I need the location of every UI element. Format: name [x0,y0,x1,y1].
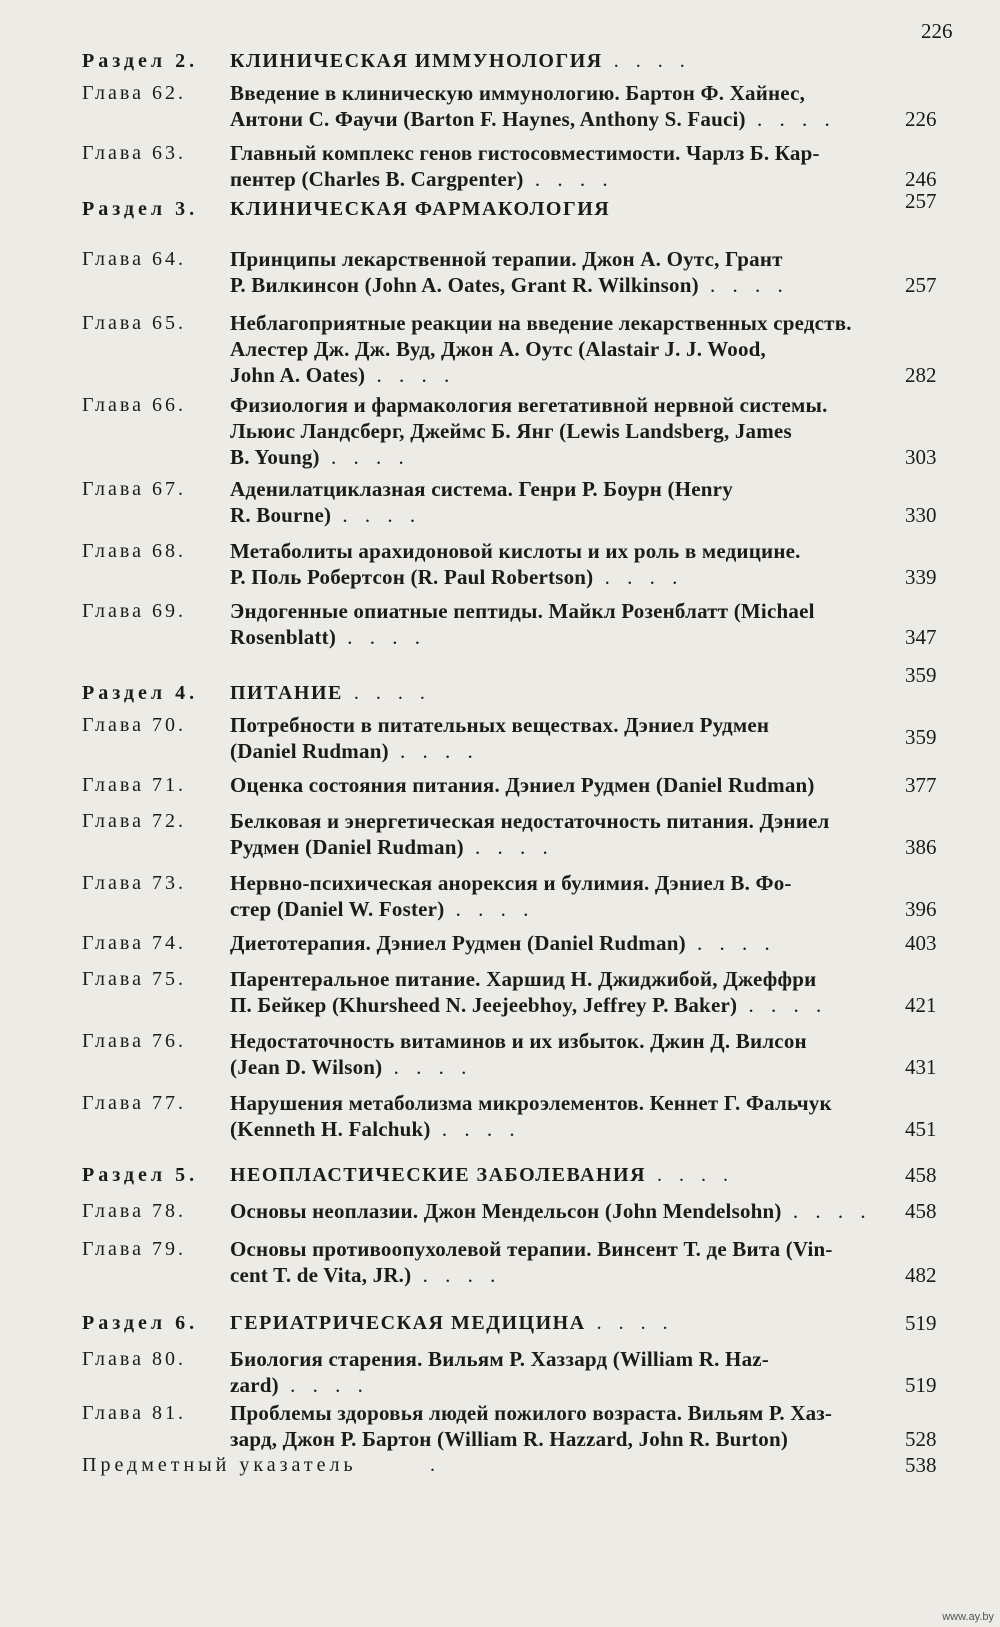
entry-label: Глава 77. [82,1092,186,1114]
leader-dots: . . . . [737,993,828,1017]
entry-label: Глава 63. [82,142,186,164]
entry-title-line: Эндогенные опиатные пептиды. Майкл Розенблатт (Michael [230,599,815,623]
leader-dots: . . . . [342,682,431,704]
page-number: 431 [905,1055,937,1079]
entry-title-line: John A. Oates) . . . . [230,363,456,387]
page-number: 386 [905,835,937,859]
entry-title-line: zard) . . . . [230,1373,369,1397]
leader-dots: . . . . [411,1263,502,1287]
entry-title-line: ПИТАНИЕ . . . . [230,682,431,704]
entry-label: Раздел 2. [82,50,199,72]
leader-dots: . . . . [444,897,535,921]
page-number: 396 [905,897,937,921]
entry-title [230,140,886,192]
entry-title-line: КЛИНИЧЕСКАЯ ИММУНОЛОГИЯ . . . . [230,50,691,72]
entry-title [230,712,886,764]
leader-dots: . . . . [585,1312,674,1334]
top-page-number: 226 [921,19,953,43]
entry-title [230,930,886,956]
entry-title [230,1346,886,1398]
leader-dots: . . . . [685,931,776,955]
entry-title [230,808,886,860]
entry-title-line: Р. Вилкинсон (John A. Oates, Grant R. Wilkinson) . . . . [230,273,789,297]
entry-title [230,538,886,590]
entry-title-line: Неблагоприятные реакции на введение лекарственных средств. [230,311,852,335]
page-number: 282 [905,363,937,387]
page-number: 421 [905,993,937,1017]
entry-label: Глава 75. [82,968,186,990]
entry-title-line: Антони С. Фаучи (Barton F. Haynes, Anthony S. Fauci) . . . . [230,107,836,131]
entry-label: Глава 79. [82,1238,186,1260]
watermark: www.ay.by [942,1611,994,1623]
entry-label: Раздел 3. [82,198,199,220]
entry-title-line: Аденилатциклазная система. Генри Р. Боурн (Henry [230,477,733,501]
entry-title [230,476,886,528]
entry-title [230,680,886,706]
entry-title-line: B. Young) . . . . [230,445,410,469]
page-number: 359 [905,663,937,687]
entry-label: Глава 66. [82,394,186,416]
page-number: 257 [905,189,937,213]
entry-title-line: Главный комплекс генов гистосовместимости. Чарлз Б. Кар- [230,141,820,165]
entry-title-line: R. Bourne) . . . . [230,503,422,527]
entry-title-line: Биология старения. Вильям Р. Хаззард (William R. Haz- [230,1347,769,1371]
page-number: 330 [905,503,937,527]
leader-dots: . [430,1454,441,1476]
entry-title [230,80,886,132]
entry-title [230,1028,886,1080]
entry-title-line: (Kenneth H. Falchuk) . . . . [230,1117,521,1141]
page-number: 257 [905,273,937,297]
entry-title [230,598,886,650]
leader-dots: . . . . [365,363,456,387]
page-number: 458 [905,1199,937,1223]
entry-title [230,1310,886,1336]
leader-dots: . . . . [593,565,684,589]
leader-dots: . . . . [331,503,422,527]
leader-dots: . . . . [781,1199,872,1223]
entry-title-line: Рудмен (Daniel Rudman) . . . . [230,835,554,859]
entry-label: Глава 68. [82,540,186,562]
entry-title [230,772,886,798]
entry-title-line: Диетотерапия. Дэниел Рудмен (Daniel Rudman) . . . . [230,931,776,955]
page-number: 226 [905,107,937,131]
entry-label: Глава 65. [82,312,186,334]
entry-title-line: Метаболиты арахидоновой кислоты и их роль в медицине. [230,539,801,563]
entry-title-line: Rosenblatt) . . . . [230,625,427,649]
entry-title [230,1400,886,1452]
entry-title-line: Основы неоплазии. Джон Мендельсон (John Mendelsohn) . . . . [230,1199,872,1223]
entry-label: Глава 62. [82,82,186,104]
leader-dots: . . . . [745,107,836,131]
entry-title-line: Р. Поль Робертсон (R. Paul Robertson) . . . . [230,565,684,589]
entry-title-line: Физиология и фармакология вегетативной нервной системы. [230,393,828,417]
entry-label: Глава 64. [82,248,186,270]
leader-dots: . . . . [523,167,614,191]
entry-label: Глава 74. [82,932,186,954]
entry-title [230,1198,886,1224]
entry-label: Предметный указатель [82,1454,357,1476]
leader-dots: . . . . [430,1117,521,1141]
entry-title [230,48,886,74]
page-number: 538 [905,1453,937,1477]
leader-dots: . . . . [278,1373,369,1397]
entry-title-line: Основы противоопухолевой терапии. Винсент Т. де Вита (Vin- [230,1237,833,1261]
leader-dots: . . . . [336,625,427,649]
leader-dots: . . . . [382,1055,473,1079]
entry-label: Глава 78. [82,1200,186,1222]
entry-title [230,1236,886,1288]
entry-title [230,196,886,222]
entry-label: Глава 70. [82,714,186,736]
entry-title-line: Нарушения метаболизма микроэлементов. Кеннет Г. Фальчук [230,1091,832,1115]
leader-dots: . . . . [602,50,691,72]
entry-title-line: Потребности в питательных веществах. Дэниел Рудмен [230,713,770,737]
entry-title [230,392,886,470]
entry-title [230,246,886,298]
page-number: 339 [905,565,937,589]
entry-title [230,310,886,388]
leader-dots: . . . . [463,835,554,859]
page-number: 451 [905,1117,937,1141]
entry-title-line: Алестер Дж. Дж. Вуд, Джон А. Оутс (Alastair J. J. Wood, [230,337,767,361]
entry-title-line: Льюис Ландсберг, Джеймс Б. Янг (Lewis Landsberg, James [230,419,792,443]
leader-dots: . . . . [698,273,789,297]
entry-title-line: КЛИНИЧЕСКАЯ ФАРМАКОЛОГИЯ [230,198,611,220]
page-number: 303 [905,445,937,469]
entry-label: Глава 76. [82,1030,186,1052]
entry-label: Раздел 4. [82,682,199,704]
page-number: 482 [905,1263,937,1287]
leader-dots: . . . . [388,739,479,763]
entry-title-line: Принципы лекарственной терапии. Джон А. Оутс, Грант [230,247,783,271]
entry-title-line: Оценка состояния питания. Дэниел Рудмен (Daniel Rudman) [230,773,815,797]
page-number: 519 [905,1373,937,1397]
entry-title-line: Парентеральное питание. Харшид Н. Джиджибой, Джеффри [230,967,817,991]
entry-title-line: пентер (Charles B. Cargpenter) . . . . [230,167,614,191]
entry-title-line: Нервно-психическая анорексия и булимия. Дэниел В. Фо- [230,871,792,895]
entry-title-line: (Daniel Rudman) . . . . [230,739,479,763]
page-number: 359 [905,725,937,749]
entry-title-line: П. Бейкер (Khursheed N. Jeejeebhoy, Jeffrey P. Baker) . . . . [230,993,828,1017]
entry-title [230,1090,886,1142]
entry-title [230,966,886,1018]
entry-title-line: Недостаточность витаминов и их избыток. Джин Д. Вилсон [230,1029,807,1053]
entry-title [230,1162,886,1188]
page-number: 403 [905,931,937,955]
entry-title-line: Введение в клиническую иммунологию. Бартон Ф. Хайнес, [230,81,806,105]
page-number: 377 [905,773,937,797]
entry-label: Глава 80. [82,1348,186,1370]
entry-title-line: НЕОПЛАСТИЧЕСКИЕ ЗАБОЛЕВАНИЯ . . . . [230,1164,735,1186]
page-number: 458 [905,1163,937,1187]
entry-title-line: Белковая и энергетическая недостаточность питания. Дэниел [230,809,830,833]
entry-label: Глава 73. [82,872,186,894]
page-number: 519 [905,1311,937,1335]
entry-title-line: cent T. de Vita, JR.) . . . . [230,1263,502,1287]
entry-label: Глава 72. [82,810,186,832]
entry-title-line: Проблемы здоровья людей пожилого возраста. Вильям Р. Хаз- [230,1401,833,1425]
leader-dots: . . . . [319,445,410,469]
entry-label: Глава 69. [82,600,186,622]
entry-title-line: стер (Daniel W. Foster) . . . . [230,897,535,921]
entry-title-line: ГЕРИАТРИЧЕСКАЯ МЕДИЦИНА . . . . [230,1312,674,1334]
entry-label: Глава 71. [82,774,186,796]
page-number: 528 [905,1427,937,1451]
entry-title-line: зард, Джон Р. Бартон (William R. Hazzard, John R. Burton) [230,1427,789,1451]
page-number: 246 [905,167,937,191]
entry-title-line: (Jean D. Wilson) . . . . [230,1055,473,1079]
entry-title [230,870,886,922]
entry-label: Глава 67. [82,478,186,500]
page-number: 347 [905,625,937,649]
entry-label: Раздел 5. [82,1164,199,1186]
leader-dots: . . . . [646,1164,735,1186]
entry-label: Раздел 6. [82,1312,199,1334]
entry-label: Глава 81. [82,1402,186,1424]
